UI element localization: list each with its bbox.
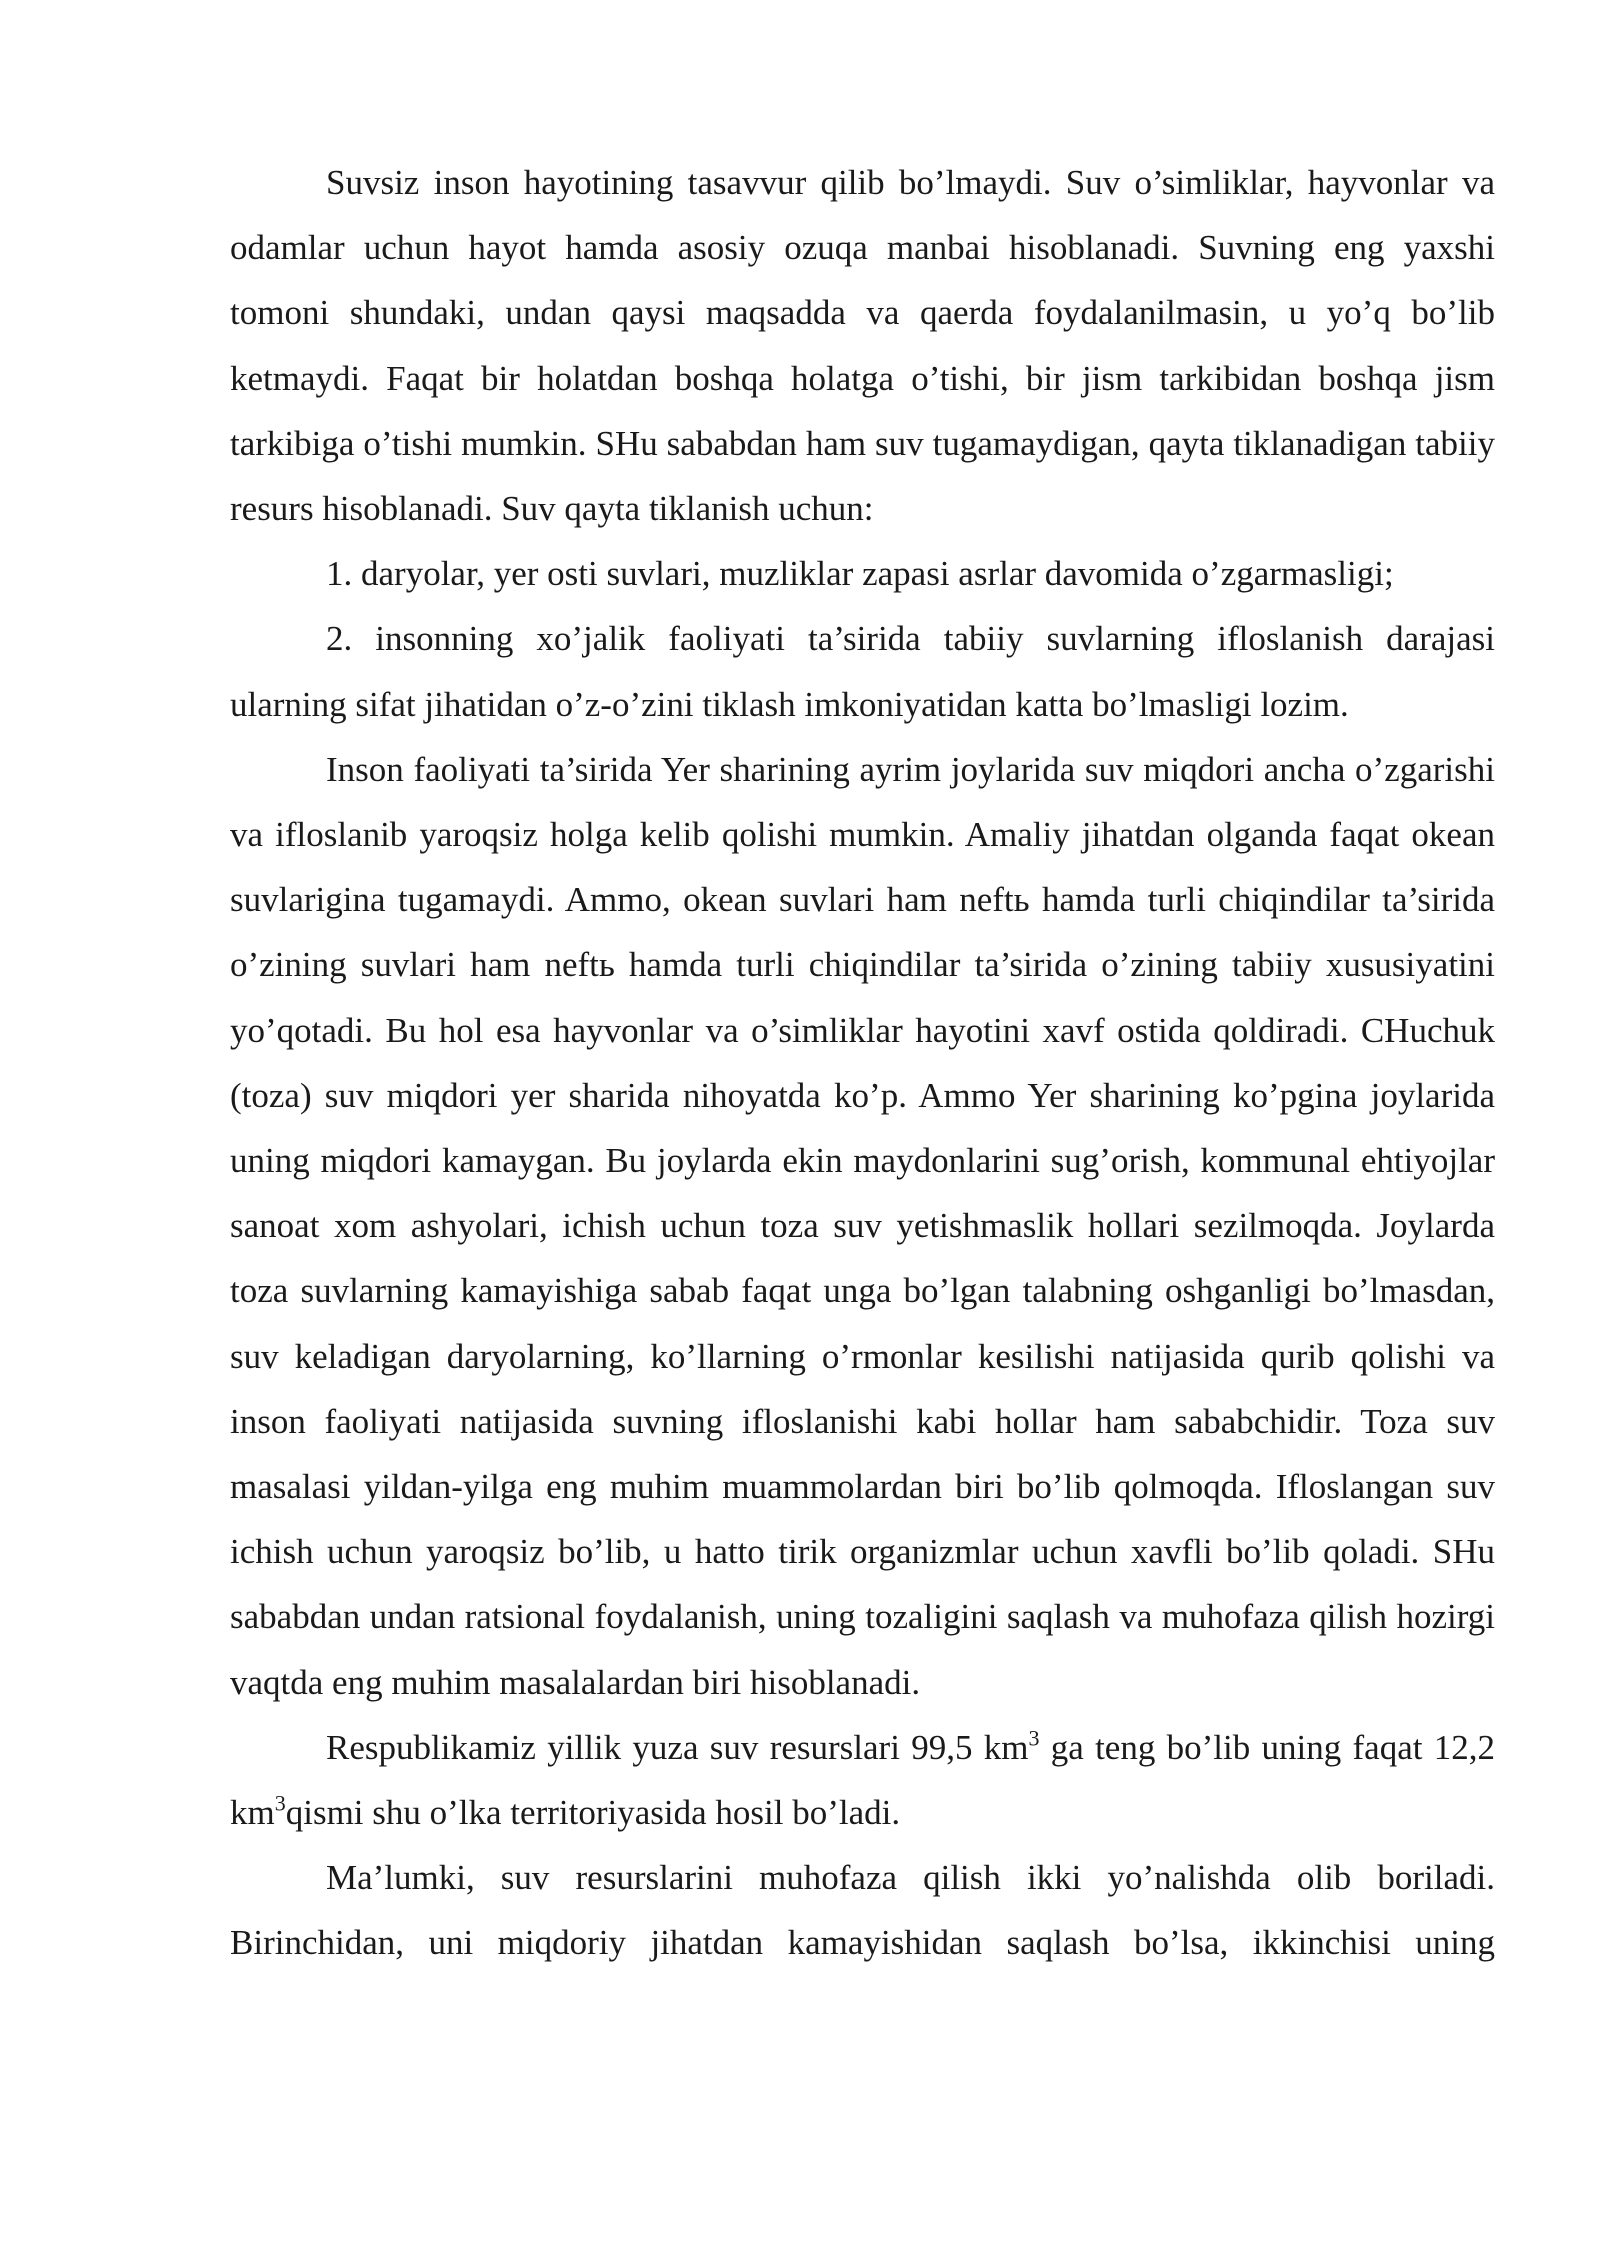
resources-text-3: qismi shu o’lka territoriyasida hosil bo’ladi. [285,1793,901,1833]
intro-paragraph: Suvsiz inson hayotining tasavvur qilib bo’lmaydi. Suv o’simliklar, hayvonlar va odamlar uchun hayot hamda asosiy ozuqa manbai hisoblanadi. Suvning eng yaxshi tomoni shundaki, undan qaysi maqsadda va qaerda foydalanilmasin, u yo’q bo’lib ketmaydi. Faqat bir holatdan boshqa holatga o’tishi, bir jism tarkibidan boshqa jism tarkibiga o’tishi mumkin. SHu sababdan ham suv tugamaydigan, qayta tiklanadigan tabiiy resurs hisoblanadi. Suv qayta tiklanish uchun: [230,163,1495,529]
resources-text-2: ga teng bo’lib uning faqat 12,2 km [230,1727,1495,1833]
list-item-2: 2. insonning xo’jalik faoliyati ta’sirida tabiiy suvlarning ifloslanish darajasi ularning sifat jihatidan o’z-o’zini tiklash imkoniyatidan katta bo’lmasligi lozim. [230,619,1495,724]
document-page [230,150,1495,1976]
pollution-paragraph: Inson faoliyati ta’sirida Yer sharining ayrim joylarida suv miqdori ancha o’zgarishi va ifloslanib yaroqsiz holga kelib qolishi mumkin. Amaliy jihatdan olganda faqat okean suvlarigina tugamaydi. Ammo, okean suvlari ham neftь hamda turli chiqindilar ta’sirida o’zining suvlari ham neftь hamda turli chiqindilar ta’sirida o’zining tabiiy xususiyatini yo’qotadi. Bu hol esa hayvonlar va o’simliklar hayotini xavf ostida qoldiradi. CHuchuk (toza) suv miqdori yer sharida nihoyatda ko’p. Ammo Yer sharining ko’pgina joylarida uning miqdori kamaygan. Bu joylarda ekin maydonlarini sug’orish, kommunal ehtiyojlar sanoat xom ashyolari, ichish uchun toza suv yetishmaslik hollari sezilmoqda. Joylarda toza suvlarning kamayishiga sabab faqat unga bo’lgan talabning oshganligi bo’lmasdan, suv keladigan daryolarning, ko’llarning o’rmonlar kesilishi natijasida qurib qolishi va inson faoliyati natijasida suvning ifloslanishi kabi hollar ham sababchidir. Toza suv masalasi yildan-yilga eng muhim muammolardan biri bo’lib qolmoqda. Ifloslangan suv ichish uchun yaroqsiz bo’lib, u hatto tirik organizmlar uchun xavfli bo’lib qoladi. SHu sababdan undan ratsional foydalanish, uning tozaligini saqlash va muhofaza qilish hozirgi vaqtda eng muhim masalalardan biri hisoblanadi. [230,749,1495,1702]
resources-text-1: Respublikamiz yillik yuza suv resurslari 99,5 km [326,1727,1029,1767]
superscript-cubed-2: 3 [274,1790,286,1816]
resources-paragraph [230,1715,1495,1845]
list-item-1: 1. daryolar, yer osti suvlari, muzliklar zapasi asrlar davomida o’zgarmasligi; [326,554,1394,594]
superscript-cubed-1: 3 [1028,1725,1040,1751]
protection-paragraph: Ma’lumki, suv resurslarini muhofaza qilish ikki yo’nalishda olib boriladi. Birinchidan, uni miqdoriy jihatdan kamayishidan saqlash bo’lsa, ikkinchisi uning [230,1858,1495,1963]
